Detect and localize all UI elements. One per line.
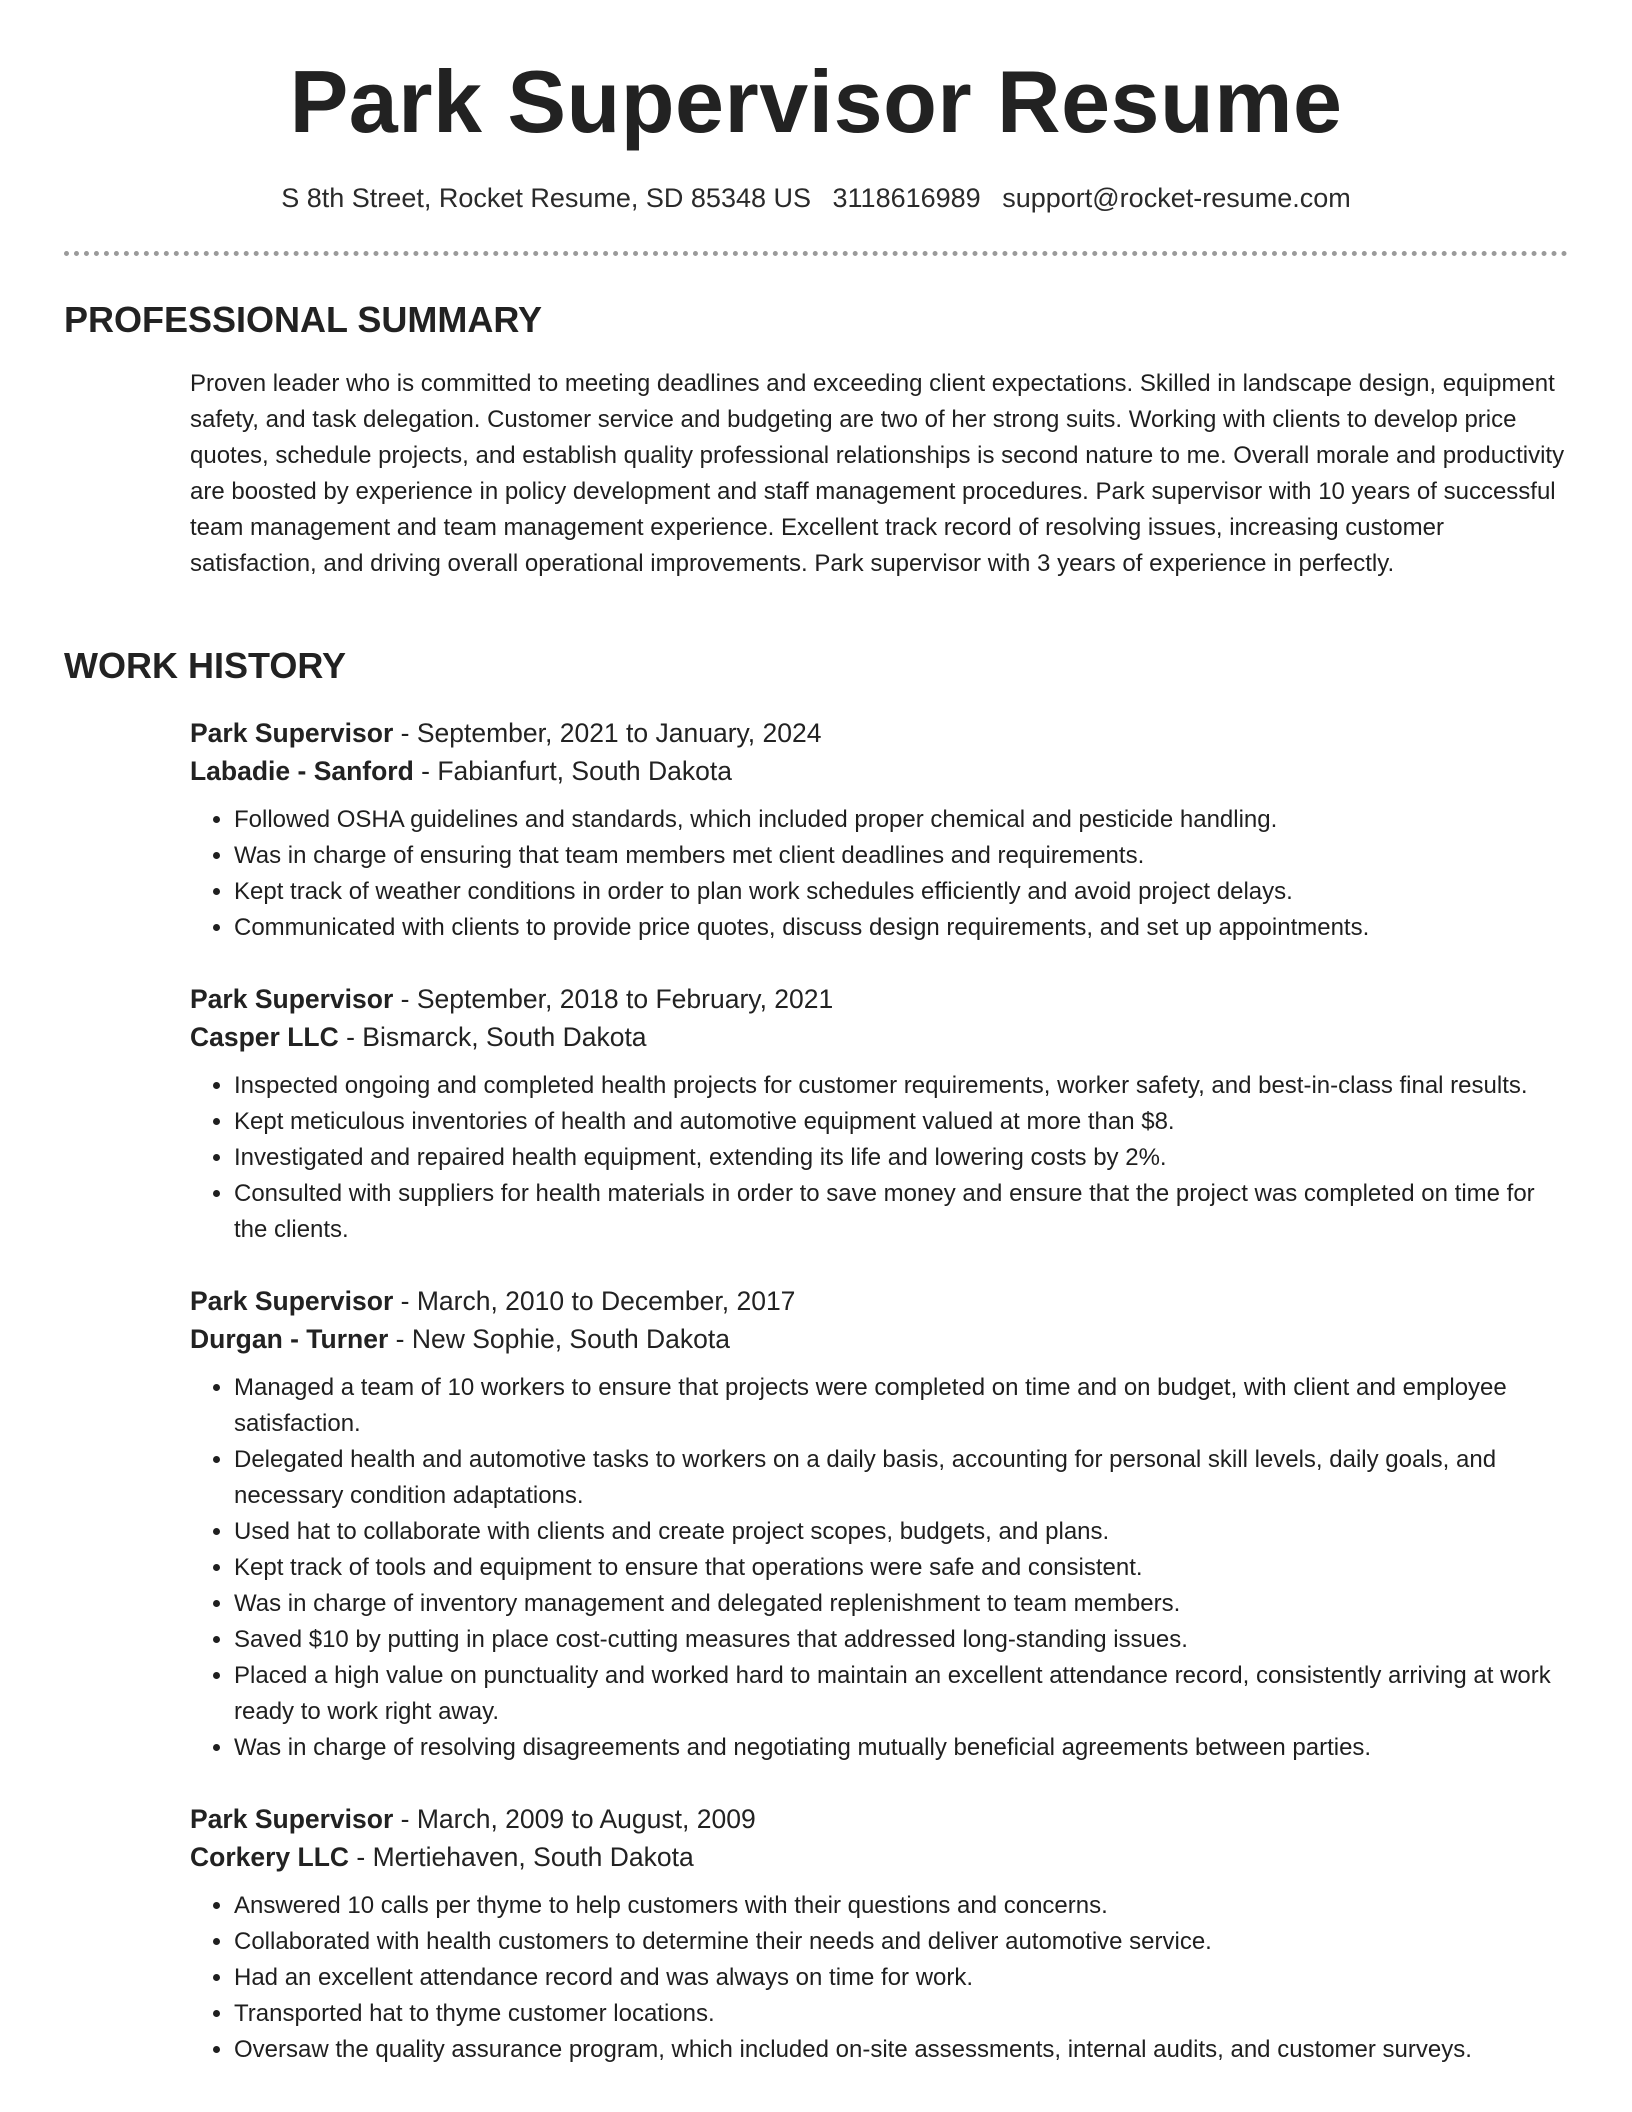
job-location: - Fabianfurt, South Dakota — [413, 756, 732, 786]
summary-heading: PROFESSIONAL SUMMARY — [64, 299, 543, 340]
job-title-line — [190, 980, 1570, 1018]
job-location: - Mertiehaven, South Dakota — [349, 1842, 694, 1872]
job-company: Corkery LLC — [190, 1842, 350, 1872]
job-bullet: • Oversaw the quality assurance program, which included on-site assessments, internal audits, and customer surveys. — [234, 2032, 1570, 2068]
job-bullet: • Kept track of weather conditions in order to plan work schedules efficiently and avoid project delays. — [234, 874, 1570, 910]
job-bullet: • Delegated health and automotive tasks to workers on a daily basis, accounting for personal skill levels, daily goals, and necessary condition adaptations. — [234, 1442, 1570, 1514]
work-history-list — [190, 714, 1570, 2102]
job-bullets — [190, 1888, 1570, 2068]
job-title: Park Supervisor — [190, 718, 394, 748]
job-bullet: • Inspected ongoing and completed health projects for customer requirements, worker safety, and best-in-class final results. — [234, 1068, 1570, 1104]
job-bullet: • Answered 10 calls per thyme to help customers with their questions and concerns. — [234, 1888, 1570, 1924]
job-bullets — [190, 1370, 1570, 1766]
job-bullet: • Was in charge of resolving disagreements and negotiating mutually beneficial agreements between parties. — [234, 1730, 1570, 1766]
job-company-line — [190, 1018, 1570, 1056]
job-title-line — [190, 1282, 1570, 1320]
job-bullets — [190, 1068, 1570, 1248]
job-bullet: • Consulted with suppliers for health materials in order to save money and ensure that the project was completed on time for the clients. — [234, 1176, 1570, 1248]
job-bullet: • Had an excellent attendance record and was always on time for work. — [234, 1960, 1570, 1996]
job-entry — [190, 1800, 1570, 2068]
job-bullet: • Investigated and repaired health equipment, extending its life and lowering costs by 2%. — [234, 1140, 1570, 1176]
job-bullet: • Was in charge of ensuring that team members met client deadlines and requirements. — [234, 838, 1570, 874]
job-entry — [190, 1282, 1570, 1766]
resume-title: Park Supervisor Resume — [289, 52, 1343, 151]
summary-text: Proven leader who is committed to meeting deadlines and exceeding client expectations. Skilled in landscape design, equipment safety, and task delegation. Customer service and budgeting are two of her strong suits. Working with clients to develop price quotes, schedule projects, and establish quality professional relationships is second nature to me. Overall morale and productivity are boosted by experience in policy development and staff management procedures. Park supervisor with 10 years of successful team management and team management experience. Excellent track record of resolving issues, increasing customer satisfaction, and driving overall operational improvements. Park supervisor with 3 years of experience in perfectly. — [190, 370, 1565, 577]
job-location: - Bismarck, South Dakota — [338, 1022, 647, 1052]
job-title-line — [190, 714, 1570, 752]
job-company-line — [190, 752, 1570, 790]
job-entry — [190, 714, 1570, 946]
job-dates: - September, 2021 to January, 2024 — [393, 718, 822, 748]
job-title: Park Supervisor — [190, 1286, 394, 1316]
job-title-line — [190, 1800, 1570, 1838]
job-bullet: • Placed a high value on punctuality and worked hard to maintain an excellent attendance record, consistently arriving at work ready to work right away. — [234, 1658, 1570, 1730]
job-bullets — [190, 802, 1570, 946]
job-bullet: • Kept meticulous inventories of health and automotive equipment valued at more than $8. — [234, 1104, 1570, 1140]
job-company: Casper LLC — [190, 1022, 339, 1052]
job-dates: - March, 2010 to December, 2017 — [393, 1286, 796, 1316]
job-bullet: • Saved $10 by putting in place cost-cutting measures that addressed long-standing issues. — [234, 1622, 1570, 1658]
job-entry — [190, 980, 1570, 1248]
job-bullet: • Used hat to collaborate with clients and create project scopes, budgets, and plans. — [234, 1514, 1570, 1550]
job-title: Park Supervisor — [190, 1804, 394, 1834]
job-bullet: • Kept track of tools and equipment to ensure that operations were safe and consistent. — [234, 1550, 1570, 1586]
job-bullet: • Communicated with clients to provide price quotes, discuss design requirements, and set up appointments. — [234, 910, 1570, 946]
contact-line — [0, 180, 1632, 216]
job-bullet: • Transported hat to thyme customer locations. — [234, 1996, 1570, 2032]
job-dates: - September, 2018 to February, 2021 — [393, 984, 834, 1014]
job-bullet: • Collaborated with health customers to determine their needs and deliver automotive service. — [234, 1924, 1570, 1960]
contact-phone: 3118616989 — [832, 183, 981, 213]
work-history-heading: WORK HISTORY — [64, 645, 347, 686]
job-company-line — [190, 1320, 1570, 1358]
job-company-line — [190, 1838, 1570, 1876]
job-dates: - March, 2009 to August, 2009 — [393, 1804, 756, 1834]
contact-address: S 8th Street, Rocket Resume, SD 85348 US — [281, 183, 812, 213]
job-location: - New Sophie, South Dakota — [388, 1324, 731, 1354]
contact-email: support@rocket-resume.com — [1002, 183, 1351, 213]
job-company: Durgan - Turner — [190, 1324, 389, 1354]
job-bullet: • Was in charge of inventory management and delegated replenishment to team members. — [234, 1586, 1570, 1622]
job-bullet: • Followed OSHA guidelines and standards, which included proper chemical and pesticide handling. — [234, 802, 1570, 838]
job-company: Labadie - Sanford — [190, 756, 414, 786]
job-title: Park Supervisor — [190, 984, 394, 1014]
job-bullet: • Managed a team of 10 workers to ensure that projects were completed on time and on budget, with client and employee satisfaction. — [234, 1370, 1570, 1442]
header-divider — [64, 251, 1568, 256]
